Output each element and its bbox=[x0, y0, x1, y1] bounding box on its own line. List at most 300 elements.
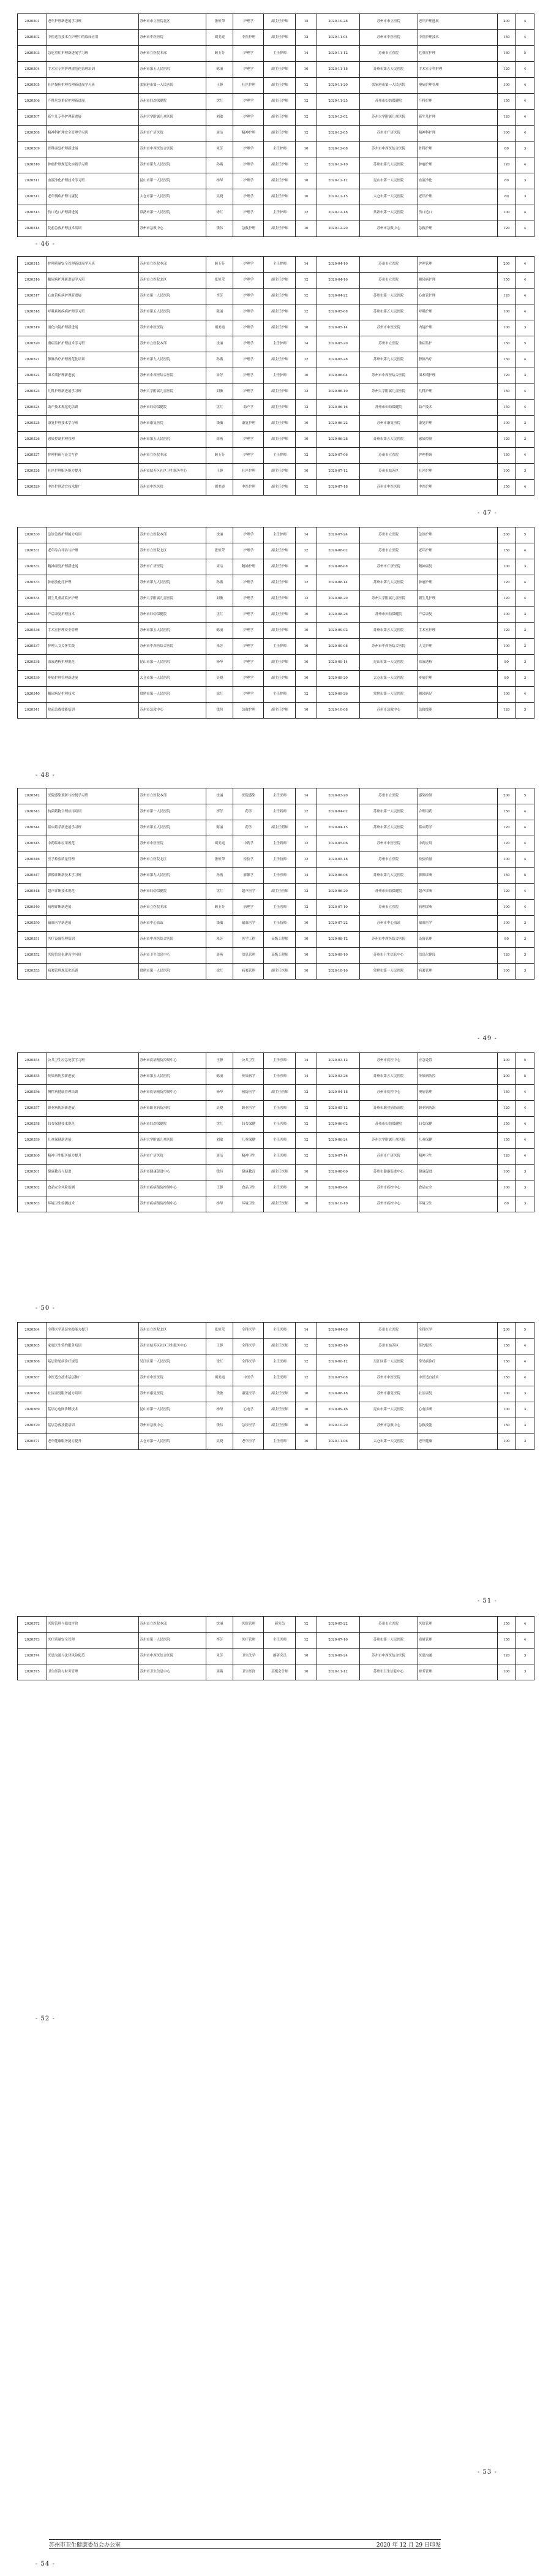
table-cell: 杨华 bbox=[206, 1085, 233, 1101]
table-cell: 王静 bbox=[206, 1053, 233, 1069]
table-row bbox=[18, 1165, 534, 1180]
table-cell: 全科医学 bbox=[233, 1354, 264, 1370]
table-cell: 信息管理 bbox=[233, 948, 264, 964]
table-cell: 苏州市疾病预防控制中心 bbox=[139, 1085, 206, 1101]
table-cell: 护理学 bbox=[233, 623, 264, 639]
table-cell: 苏州市广济医院 bbox=[359, 126, 418, 142]
table-cell: 太仓市第一人民医院 bbox=[359, 671, 418, 687]
table-cell: 2020514 bbox=[18, 221, 47, 237]
table-cell: 200 bbox=[497, 14, 515, 30]
table-cell: 朱芳 bbox=[206, 142, 233, 157]
table-cell: 陈丽 bbox=[206, 62, 233, 78]
table-cell: 徐红 bbox=[206, 1354, 233, 1370]
table-cell: 临床药学新进展学习班 bbox=[47, 820, 139, 836]
table-cell: 150 bbox=[497, 384, 515, 400]
table-cell: 2020-08-08 bbox=[317, 559, 359, 575]
table-cell: 苏州市中西医结合医院 bbox=[139, 1649, 206, 1664]
table-cell: 5 bbox=[515, 527, 534, 543]
table-cell: 苏州市疾病预防控制中心 bbox=[139, 1180, 206, 1196]
table-cell: 2020553 bbox=[18, 964, 47, 980]
table-cell: 苏州大学附属儿童医院 bbox=[359, 384, 418, 400]
table-cell: 张恒荣 bbox=[206, 14, 233, 30]
table-cell: 150 bbox=[497, 1617, 515, 1633]
table-cell: 2020502 bbox=[18, 30, 47, 46]
table-cell: 5 bbox=[515, 1053, 534, 1069]
table-cell: 2020-03-26 bbox=[317, 1069, 359, 1085]
table-cell: 10 bbox=[296, 1649, 317, 1664]
table-cell: 社区护理 bbox=[418, 464, 497, 480]
table-cell: 3 bbox=[515, 1402, 534, 1418]
table-cell: 2020-12-18 bbox=[317, 205, 359, 221]
table-cell: 12 bbox=[296, 30, 317, 46]
table-cell: 4 bbox=[515, 884, 534, 900]
table-cell: 主任医师 bbox=[264, 1323, 296, 1339]
table-cell: 苏州市急救中心 bbox=[359, 1418, 418, 1434]
table-cell: 4 bbox=[515, 304, 534, 320]
table-cell: 2020-10-10 bbox=[317, 1196, 359, 1212]
table-cell: 苏州市中医医院 bbox=[139, 480, 206, 496]
table-cell: 糖尿病护理 bbox=[418, 273, 497, 289]
table-cell: 100 bbox=[497, 607, 515, 623]
table-cell: 主任医师 bbox=[264, 1180, 296, 1196]
table-cell: 苏州市中医医院 bbox=[359, 1370, 418, 1386]
table-cell: 2020547 bbox=[18, 868, 47, 884]
table-cell: 10 bbox=[296, 639, 317, 655]
table-cell: 2020-07-16 bbox=[317, 1633, 359, 1649]
table-cell: 120 bbox=[497, 884, 515, 900]
table-cell: 苏州市第一人民医院 bbox=[359, 804, 418, 820]
table-cell: 护理学 bbox=[233, 607, 264, 623]
table-cell: 检验质量 bbox=[418, 852, 497, 868]
table-cell: 周洁 bbox=[206, 1149, 233, 1165]
table-cell: 2020546 bbox=[18, 852, 47, 868]
table-cell: 副主任护师 bbox=[264, 671, 296, 687]
table-cell: 苏州市妇幼保健院 bbox=[359, 1117, 418, 1133]
table-cell: 150 bbox=[497, 1354, 515, 1370]
table-cell: 全科医学 bbox=[418, 1323, 497, 1339]
project-table bbox=[17, 1052, 534, 1212]
project-table bbox=[17, 256, 534, 496]
table-cell: 质量管理 bbox=[418, 1633, 497, 1649]
table-cell: 新生儿专科护理新进展 bbox=[47, 110, 139, 126]
table-cell: 2020537 bbox=[18, 639, 47, 655]
table-cell: 3 bbox=[515, 559, 534, 575]
table-cell: 苏州市立医院 bbox=[359, 46, 418, 62]
table-cell: 150 bbox=[497, 480, 515, 496]
table-cell: 护理学 bbox=[233, 46, 264, 62]
table-cell: 苏州大学附属儿童医院 bbox=[359, 110, 418, 126]
table-cell: 精神康复 bbox=[418, 559, 497, 575]
table-cell: 周燕 bbox=[206, 432, 233, 448]
table-cell: 护理学 bbox=[233, 543, 264, 559]
table-cell: 100 bbox=[497, 1434, 515, 1450]
table-cell: 沈红 bbox=[206, 94, 233, 110]
table-cell: 200 bbox=[497, 788, 515, 804]
table-row bbox=[18, 126, 534, 142]
table-cell: 环境卫生监测技术 bbox=[47, 1196, 139, 1212]
table-cell: 朱芳 bbox=[206, 639, 233, 655]
table-cell: 心电学 bbox=[233, 1402, 264, 1418]
project-table bbox=[17, 13, 534, 237]
table-cell: 主任护师 bbox=[264, 142, 296, 157]
table-cell: 苏州市第五人民医院 bbox=[139, 1069, 206, 1085]
table-cell: 呼吸护理 bbox=[418, 304, 497, 320]
table-cell: 职业医学 bbox=[233, 1101, 264, 1117]
table-cell: 2020523 bbox=[18, 384, 47, 400]
table-row bbox=[18, 289, 534, 304]
table-cell: 苏州市立医院本部 bbox=[139, 900, 206, 916]
table-cell: 2020568 bbox=[18, 1386, 47, 1402]
table-cell: 苏州市急救中心 bbox=[139, 221, 206, 237]
table-cell: 10 bbox=[296, 189, 317, 205]
project-table bbox=[17, 1322, 534, 1450]
table-cell: 妇女保健技术规范 bbox=[47, 1117, 139, 1133]
table-cell: 社区护理 bbox=[233, 464, 264, 480]
table-cell: 苏州市立医院本部 bbox=[139, 46, 206, 62]
table-cell: 中医护理 bbox=[233, 30, 264, 46]
table-cell: 10 bbox=[296, 142, 317, 157]
table-cell: 100 bbox=[497, 1402, 515, 1418]
table-cell: 老年医学 bbox=[233, 1434, 264, 1450]
table-cell: 100 bbox=[497, 320, 515, 336]
table-cell: 14 bbox=[296, 527, 317, 543]
table-cell: 急救护理 bbox=[233, 703, 264, 719]
table-cell: 药学 bbox=[233, 820, 264, 836]
table-cell: 药学 bbox=[233, 804, 264, 820]
table-cell: 院前急救技能培训 bbox=[47, 703, 139, 719]
table-cell: 中医护理 bbox=[418, 480, 497, 496]
table-cell: 王静 bbox=[206, 78, 233, 94]
table-cell: 精神护理 bbox=[233, 126, 264, 142]
table-cell: 护理学 bbox=[233, 575, 264, 591]
table-cell: 200 bbox=[497, 257, 515, 273]
table-cell: 护理学 bbox=[233, 591, 264, 607]
table-cell: 全科医学 bbox=[233, 1339, 264, 1354]
table-cell: 80 bbox=[497, 655, 515, 671]
table-cell: 苏州市卫生信息中心 bbox=[139, 1664, 206, 1680]
table-cell: 80 bbox=[497, 932, 515, 948]
table-cell: 中药学 bbox=[233, 836, 264, 852]
table-cell: 肿瘤护理 bbox=[418, 157, 497, 173]
table-cell: 社区护理 bbox=[233, 78, 264, 94]
table-cell: 围术期护理新进展 bbox=[47, 368, 139, 384]
table-cell: 昆山市第一人民医院 bbox=[139, 173, 206, 189]
table-cell: 主任护师 bbox=[264, 639, 296, 655]
project-table bbox=[17, 788, 534, 980]
table-cell: 医患沟通 bbox=[418, 1649, 497, 1664]
table-cell: 12 bbox=[296, 1339, 317, 1354]
table-cell: 主任医师 bbox=[264, 1370, 296, 1386]
table-cell: 妇女保健 bbox=[233, 1117, 264, 1133]
table-cell: 苏州大学附属儿童医院 bbox=[139, 110, 206, 126]
table-cell: 2020-07-06 bbox=[317, 448, 359, 464]
table-cell: 主任技师 bbox=[264, 852, 296, 868]
table-cell: 静脉治疗 bbox=[418, 352, 497, 368]
table-cell: 中药临床应用规范 bbox=[47, 836, 139, 852]
table-cell: 主任技师 bbox=[264, 916, 296, 932]
table-row bbox=[18, 655, 534, 671]
table-cell: 12 bbox=[296, 480, 317, 496]
table-cell: 徐红 bbox=[206, 687, 233, 703]
table-cell: 200 bbox=[497, 1323, 515, 1339]
table-row bbox=[18, 480, 534, 496]
table-cell: 150 bbox=[497, 543, 515, 559]
table-cell: 苏州大学附属儿童医院 bbox=[359, 1133, 418, 1149]
table-cell: 苏州市立医院本部 bbox=[139, 527, 206, 543]
table-cell: 苏州市广济医院 bbox=[139, 126, 206, 142]
table-cell: 护理学 bbox=[233, 142, 264, 157]
table-cell: 周燕 bbox=[206, 1664, 233, 1680]
table-cell: 苏州市卫生信息中心 bbox=[359, 1664, 418, 1680]
table-cell: 钱敏 bbox=[206, 1386, 233, 1402]
table-cell: 3 bbox=[515, 655, 534, 671]
table-cell: 影像诊断新技术学习班 bbox=[47, 868, 139, 884]
table-cell: 吴江区第一人民医院 bbox=[359, 1354, 418, 1370]
table-cell: 常熟市第一人民医院 bbox=[139, 205, 206, 221]
table-row bbox=[18, 1633, 534, 1649]
table-cell: 医院管理 bbox=[418, 1617, 497, 1633]
table-cell: 12 bbox=[296, 273, 317, 289]
table-cell: 儿童保健 bbox=[418, 1133, 497, 1149]
table-row bbox=[18, 416, 534, 432]
table-cell: 疼痛护理 bbox=[418, 671, 497, 687]
table-row bbox=[18, 1339, 534, 1354]
table-cell: 80 bbox=[497, 671, 515, 687]
page-number: - 51 - bbox=[478, 1598, 497, 1604]
table-row bbox=[18, 1370, 534, 1386]
table-cell: 12 bbox=[296, 448, 317, 464]
table-cell: 5 bbox=[515, 336, 534, 352]
table-cell: 高级会计师 bbox=[264, 1664, 296, 1680]
table-cell: 苏州市中医医院 bbox=[359, 480, 418, 496]
table-cell: 150 bbox=[497, 336, 515, 352]
table-cell: 100 bbox=[497, 687, 515, 703]
table-cell: 3 bbox=[515, 173, 534, 189]
table-cell: 副主任护师 bbox=[264, 480, 296, 496]
table-cell: 150 bbox=[497, 868, 515, 884]
table-cell: 公共卫生 bbox=[233, 1053, 264, 1069]
table-cell: 职业病防治新进展 bbox=[47, 1101, 139, 1117]
table-cell: 2020-09-08 bbox=[317, 639, 359, 655]
table-cell: 10 bbox=[296, 559, 317, 575]
table-cell: 12 bbox=[296, 836, 317, 852]
table-cell: 护理学 bbox=[233, 157, 264, 173]
table-row bbox=[18, 559, 534, 575]
table-cell: 12 bbox=[296, 205, 317, 221]
table-cell: 手术室护理 bbox=[418, 623, 497, 639]
table-cell: 2020-05-12 bbox=[317, 1101, 359, 1117]
table-cell: 健康教育与促进 bbox=[47, 1165, 139, 1180]
table-cell: 钱伟 bbox=[206, 221, 233, 237]
table-cell: 苏州市急救中心 bbox=[359, 703, 418, 719]
project-table bbox=[17, 1616, 534, 1680]
table-cell: 昆山市第一人民医院 bbox=[359, 655, 418, 671]
table-cell: 副主任护师 bbox=[264, 591, 296, 607]
table-cell: 10 bbox=[296, 1418, 317, 1434]
table-cell: 苏州市中西医结合医院 bbox=[139, 932, 206, 948]
table-cell: 3 bbox=[515, 1649, 534, 1664]
table-cell: 80 bbox=[497, 173, 515, 189]
table-cell: 100 bbox=[497, 1180, 515, 1196]
table-cell: 苏州市妇幼保健院 bbox=[139, 1117, 206, 1133]
table-cell: 主任护师 bbox=[264, 448, 296, 464]
table-cell: 常熟市第一人民医院 bbox=[359, 687, 418, 703]
table-cell: 护理学 bbox=[233, 448, 264, 464]
page-number: - 47 - bbox=[478, 510, 497, 516]
table-cell: 围术期护理 bbox=[418, 368, 497, 384]
table-cell: 苏州市急救中心 bbox=[139, 703, 206, 719]
table-cell: 4 bbox=[515, 205, 534, 221]
table-row bbox=[18, 623, 534, 639]
table-cell: 钱敏 bbox=[206, 916, 233, 932]
table-cell: 精神卫生 bbox=[233, 1149, 264, 1165]
table-cell: 中医护理技术 bbox=[418, 30, 497, 46]
table-cell: 苏州市广济医院 bbox=[139, 1149, 206, 1165]
table-cell: 信息化建设 bbox=[418, 948, 497, 964]
table-cell: 签约服务 bbox=[418, 1339, 497, 1354]
table-cell: 护理学 bbox=[233, 189, 264, 205]
table-cell: 孙燕 bbox=[206, 352, 233, 368]
table-cell: 苏州市健康促进中心 bbox=[359, 1165, 418, 1180]
table-row bbox=[18, 14, 534, 30]
table-row bbox=[18, 788, 534, 804]
table-cell: 副主任护师 bbox=[264, 464, 296, 480]
table-cell: 2020-09-10 bbox=[317, 948, 359, 964]
table-cell: 10 bbox=[296, 1402, 317, 1418]
table-cell: 苏州市妇幼保健院 bbox=[139, 400, 206, 416]
table-cell: 苏州市第一人民医院 bbox=[139, 1633, 206, 1649]
table-cell: 影像学 bbox=[233, 868, 264, 884]
table-cell: 4 bbox=[515, 1133, 534, 1149]
table-cell: 护理科研 bbox=[418, 448, 497, 464]
table-cell: 徐红 bbox=[206, 205, 233, 221]
table-cell: 苏州市第九人民医院 bbox=[359, 575, 418, 591]
table-cell: 中药应用 bbox=[418, 836, 497, 852]
table-cell: 4 bbox=[515, 78, 534, 94]
table-cell: 苏州市立医院本部 bbox=[139, 257, 206, 273]
table-cell: 苏州市立医院本部 bbox=[139, 788, 206, 804]
table-cell: 12 bbox=[296, 804, 317, 820]
table-cell: 苏州市卫生信息中心 bbox=[359, 948, 418, 964]
table-row bbox=[18, 221, 534, 237]
table-cell: 4 bbox=[515, 30, 534, 46]
table-cell: 康复护理技术学习班 bbox=[47, 416, 139, 432]
table-cell: 常见病诊疗 bbox=[418, 1354, 497, 1370]
table-cell: 昆山市第一人民医院 bbox=[359, 1402, 418, 1418]
table-row bbox=[18, 527, 534, 543]
table-cell: 李芳 bbox=[206, 289, 233, 304]
table-cell: 沈丽 bbox=[206, 788, 233, 804]
table-cell: 康复护理 bbox=[233, 416, 264, 432]
table-cell: 健康教育 bbox=[233, 1165, 264, 1180]
table-cell: 2020-11-18 bbox=[317, 62, 359, 78]
table-cell: 苏州市第五人民医院 bbox=[359, 304, 418, 320]
table-cell: 2020-04-02 bbox=[317, 804, 359, 820]
table-cell: 120 bbox=[497, 836, 515, 852]
table-page-1 bbox=[17, 13, 534, 237]
table-cell: 苏州市中医医院 bbox=[139, 320, 206, 336]
table-cell: 苏州大学附属儿童医院 bbox=[359, 591, 418, 607]
table-cell: 苏州大学附属儿童医院 bbox=[139, 1133, 206, 1149]
page-number: - 48 - bbox=[36, 772, 55, 779]
table-cell: 骨科护理 bbox=[418, 142, 497, 157]
table-cell: 护理学 bbox=[233, 173, 264, 189]
table-cell: 2020571 bbox=[18, 1434, 47, 1450]
table-cell: 4 bbox=[515, 820, 534, 836]
table-cell: 2020-06-24 bbox=[317, 1133, 359, 1149]
table-cell: 12 bbox=[296, 900, 317, 916]
table-cell: 10 bbox=[296, 964, 317, 980]
table-page-6 bbox=[17, 1322, 534, 1450]
table-cell: 健康促进 bbox=[418, 1165, 497, 1180]
table-cell: 12 bbox=[296, 1370, 317, 1386]
table-cell: 2020521 bbox=[18, 352, 47, 368]
table-cell: 苏州市疾控中心 bbox=[359, 1085, 418, 1101]
table-cell: 副主任护师 bbox=[264, 400, 296, 416]
table-cell: 急诊急救护理能力培训 bbox=[47, 527, 139, 543]
table-cell: 10 bbox=[296, 671, 317, 687]
table-row bbox=[18, 1323, 534, 1339]
table-cell: 2020506 bbox=[18, 94, 47, 110]
table-cell: 陈丽 bbox=[206, 1069, 233, 1085]
table-cell: 精神科护理安全管理学习班 bbox=[47, 126, 139, 142]
table-cell: 卫生经济与财务管理 bbox=[47, 1664, 139, 1680]
table-cell: 3 bbox=[515, 368, 534, 384]
table-cell: 副主任护师 bbox=[264, 173, 296, 189]
table-cell: 副主任护师 bbox=[264, 623, 296, 639]
table-cell: 糖尿病足护理技术 bbox=[47, 687, 139, 703]
table-cell: 2020-08-02 bbox=[317, 543, 359, 559]
table-cell: 副主任护师 bbox=[264, 559, 296, 575]
table-cell: 2020539 bbox=[18, 671, 47, 687]
table-cell: 苏州市疾控中心 bbox=[359, 1180, 418, 1196]
table-cell: 2020549 bbox=[18, 900, 47, 916]
table-cell: 苏州市中医医院 bbox=[359, 836, 418, 852]
table-row bbox=[18, 804, 534, 820]
table-cell: 3 bbox=[515, 1418, 534, 1434]
table-cell: 120 bbox=[497, 157, 515, 173]
table-cell: 苏州市第一人民医院 bbox=[139, 289, 206, 304]
table-cell: 护理学 bbox=[233, 432, 264, 448]
table-cell: 苏州市中医医院 bbox=[139, 836, 206, 852]
table-cell: 康复医学 bbox=[233, 1386, 264, 1402]
table-cell: 3 bbox=[515, 1434, 534, 1450]
table-cell: 苏州市立医院 bbox=[359, 1617, 418, 1633]
table-row bbox=[18, 352, 534, 368]
table-cell: 2020-10-20 bbox=[317, 1418, 359, 1434]
table-cell: 急救护理 bbox=[233, 221, 264, 237]
table-cell: 张恒荣 bbox=[206, 852, 233, 868]
table-cell: 副主任护师 bbox=[264, 126, 296, 142]
table-cell: 150 bbox=[497, 30, 515, 46]
table-cell: 2020-04-15 bbox=[317, 820, 359, 836]
table-cell: 100 bbox=[497, 416, 515, 432]
table-cell: 2020-04-10 bbox=[317, 257, 359, 273]
table-cell: 3 bbox=[515, 607, 534, 623]
table-cell: 2020-06-28 bbox=[317, 432, 359, 448]
table-cell: 苏州市第九人民医院 bbox=[139, 868, 206, 884]
table-row bbox=[18, 1117, 534, 1133]
table-cell: 2020508 bbox=[18, 126, 47, 142]
table-cell: 主任医师 bbox=[264, 1633, 296, 1649]
table-cell: 12 bbox=[296, 157, 317, 173]
table-page-7 bbox=[17, 1616, 534, 1680]
table-cell: 苏州市妇幼保健院 bbox=[359, 94, 418, 110]
table-cell: 200 bbox=[497, 1053, 515, 1069]
table-cell: 肿瘤护理 bbox=[418, 575, 497, 591]
table-cell: 2020504 bbox=[18, 62, 47, 78]
table-cell: 伤口造口 bbox=[418, 205, 497, 221]
